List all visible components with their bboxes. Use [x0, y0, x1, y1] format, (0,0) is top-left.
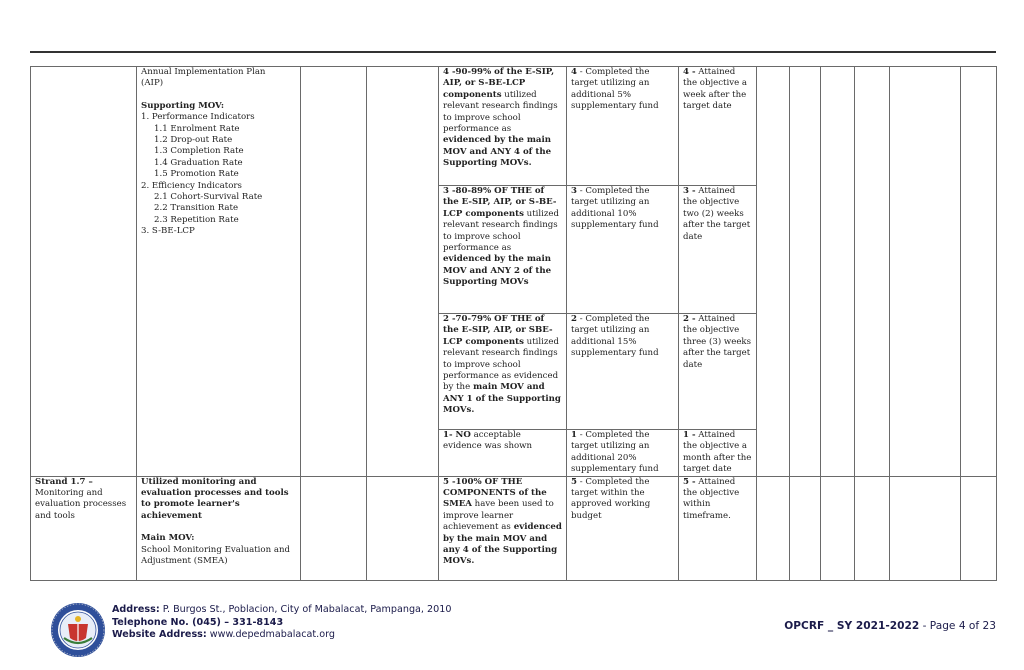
timeliness-cell: 5 - Attained the objective within timeframe. — [679, 476, 757, 580]
quality-cell: 5 -100% OF THE COMPONENTS of the SMEA have been used to improve learner achievement as evidenced by the main MOV and any 4 of the Supporting MOVs. — [439, 476, 567, 580]
website-text: www.depedmabalacat.org — [206, 629, 335, 641]
empty-cell — [367, 67, 439, 477]
page-number: OPCRF _ SY 2021-2022 - Page 4 of 23 — [784, 620, 996, 632]
telephone-text: Telephone No. (045) – 331-8143 — [112, 616, 284, 628]
table-row — [31, 476, 997, 580]
objective-line: 1. Performance Indicators — [141, 112, 255, 123]
quality-cell: 2 -70-79% OF THE of the E-SIP, AIP, or SBE-LCP components utilized relevant research findings to improve school performance as evidenced by the main MOV and ANY 1 of the Supporting MOVs. — [439, 314, 567, 430]
quality-cell: 4 -90-99% of the E-SIP, AIP, or S-BE-LCP components utilized relevant research findings to improve school performance as evidenced by the main MOV and ANY 4 of the Supporting MOVs. — [439, 67, 567, 186]
empty-cell — [855, 67, 890, 477]
objective-line: 1.3 Completion Rate — [154, 146, 244, 157]
empty-cell — [301, 67, 367, 477]
page-footer — [0, 598, 1024, 670]
timeliness-cell: 4 - Attained the objective a week after the target date — [679, 67, 757, 186]
empty-cell — [961, 67, 997, 477]
efficiency-cell: 5 - Completed the target within the approved working budget — [567, 476, 679, 580]
efficiency-cell: 3 - Completed the target utilizing an additional 10% supplementary fund — [567, 186, 679, 314]
empty-cell — [757, 476, 790, 580]
objective-line: (AIP) — [141, 78, 164, 89]
empty-cell — [301, 476, 367, 580]
objective-line: 1.4 Graduation Rate — [154, 157, 243, 168]
empty-cell — [961, 476, 997, 580]
objective-line: 2.3 Repetition Rate — [154, 214, 239, 225]
deped-seal-icon — [50, 602, 106, 658]
objective-line: 1.2 Drop-out Rate — [154, 135, 233, 146]
quality-cell: 3 -80-89% OF THE of the E-SIP, AIP, or S-BE-LCP components utilized relevant research findings to improve school performance as evidenced by the main MOV and ANY 2 of the Supporting MOVs — [439, 186, 567, 314]
opcrf-table — [30, 66, 997, 581]
objective-cell — [137, 476, 301, 580]
address-label: Address: — [112, 604, 160, 615]
empty-cell — [821, 67, 855, 477]
empty-cell — [890, 476, 961, 580]
header-rule — [30, 51, 996, 53]
objective-line: 2.1 Cohort-Survival Rate — [154, 192, 263, 203]
objective-line: Annual Implementation Plan — [141, 67, 266, 77]
objective-title: Utilized monitoring and evaluation processes and tools to promote learner's achievement — [141, 476, 289, 521]
objective-line: 1.5 Promotion Rate — [154, 169, 239, 180]
efficiency-cell: 4 - Completed the target utilizing an additional 5% supplementary fund — [567, 67, 679, 186]
empty-cell — [790, 476, 821, 580]
strand-cell: Strand 1.7 – Monitoring and evaluation processes and tools — [31, 476, 137, 580]
empty-cell — [790, 67, 821, 477]
address-text: P. Burgos St., Poblacion, City of Mabalacat, Pampanga, 2010 — [159, 604, 452, 615]
efficiency-cell: 1 - Completed the target utilizing an additional 20% supplementary fund — [567, 430, 679, 477]
objective-line: 3. S-BE-LCP — [141, 226, 195, 237]
objective-cell — [137, 67, 301, 477]
empty-cell — [757, 67, 790, 477]
main-mov-label: Main MOV: — [141, 533, 195, 544]
quality-cell: 1- NO acceptable evidence was shown — [439, 430, 567, 477]
supporting-mov-label: Supporting MOV: — [141, 100, 225, 111]
timeliness-cell: 2 - Attained the objective three (3) weeks after the target date — [679, 314, 757, 430]
strand-cell — [31, 67, 137, 477]
empty-cell — [821, 476, 855, 580]
objective-line: 1.1 Enrolment Rate — [154, 123, 240, 134]
objective-line: 2. Efficiency Indicators — [141, 180, 242, 191]
timeliness-cell: 3 - Attained the objective two (2) weeks after the target date — [679, 186, 757, 314]
main-mov-text: School Monitoring Evaluation and Adjustment (SMEA) — [141, 544, 291, 567]
objective-line: 2.2 Transition Rate — [154, 203, 239, 214]
empty-cell — [855, 476, 890, 580]
timeliness-cell: 1 - Attained the objective a month after the target date — [679, 430, 757, 477]
efficiency-cell: 2 - Completed the target utilizing an additional 15% supplementary fund — [567, 314, 679, 430]
empty-cell — [890, 67, 961, 477]
table-row — [31, 67, 997, 186]
empty-cell — [367, 476, 439, 580]
footer-address-block — [112, 604, 451, 642]
website-label: Website Address: — [112, 629, 207, 641]
